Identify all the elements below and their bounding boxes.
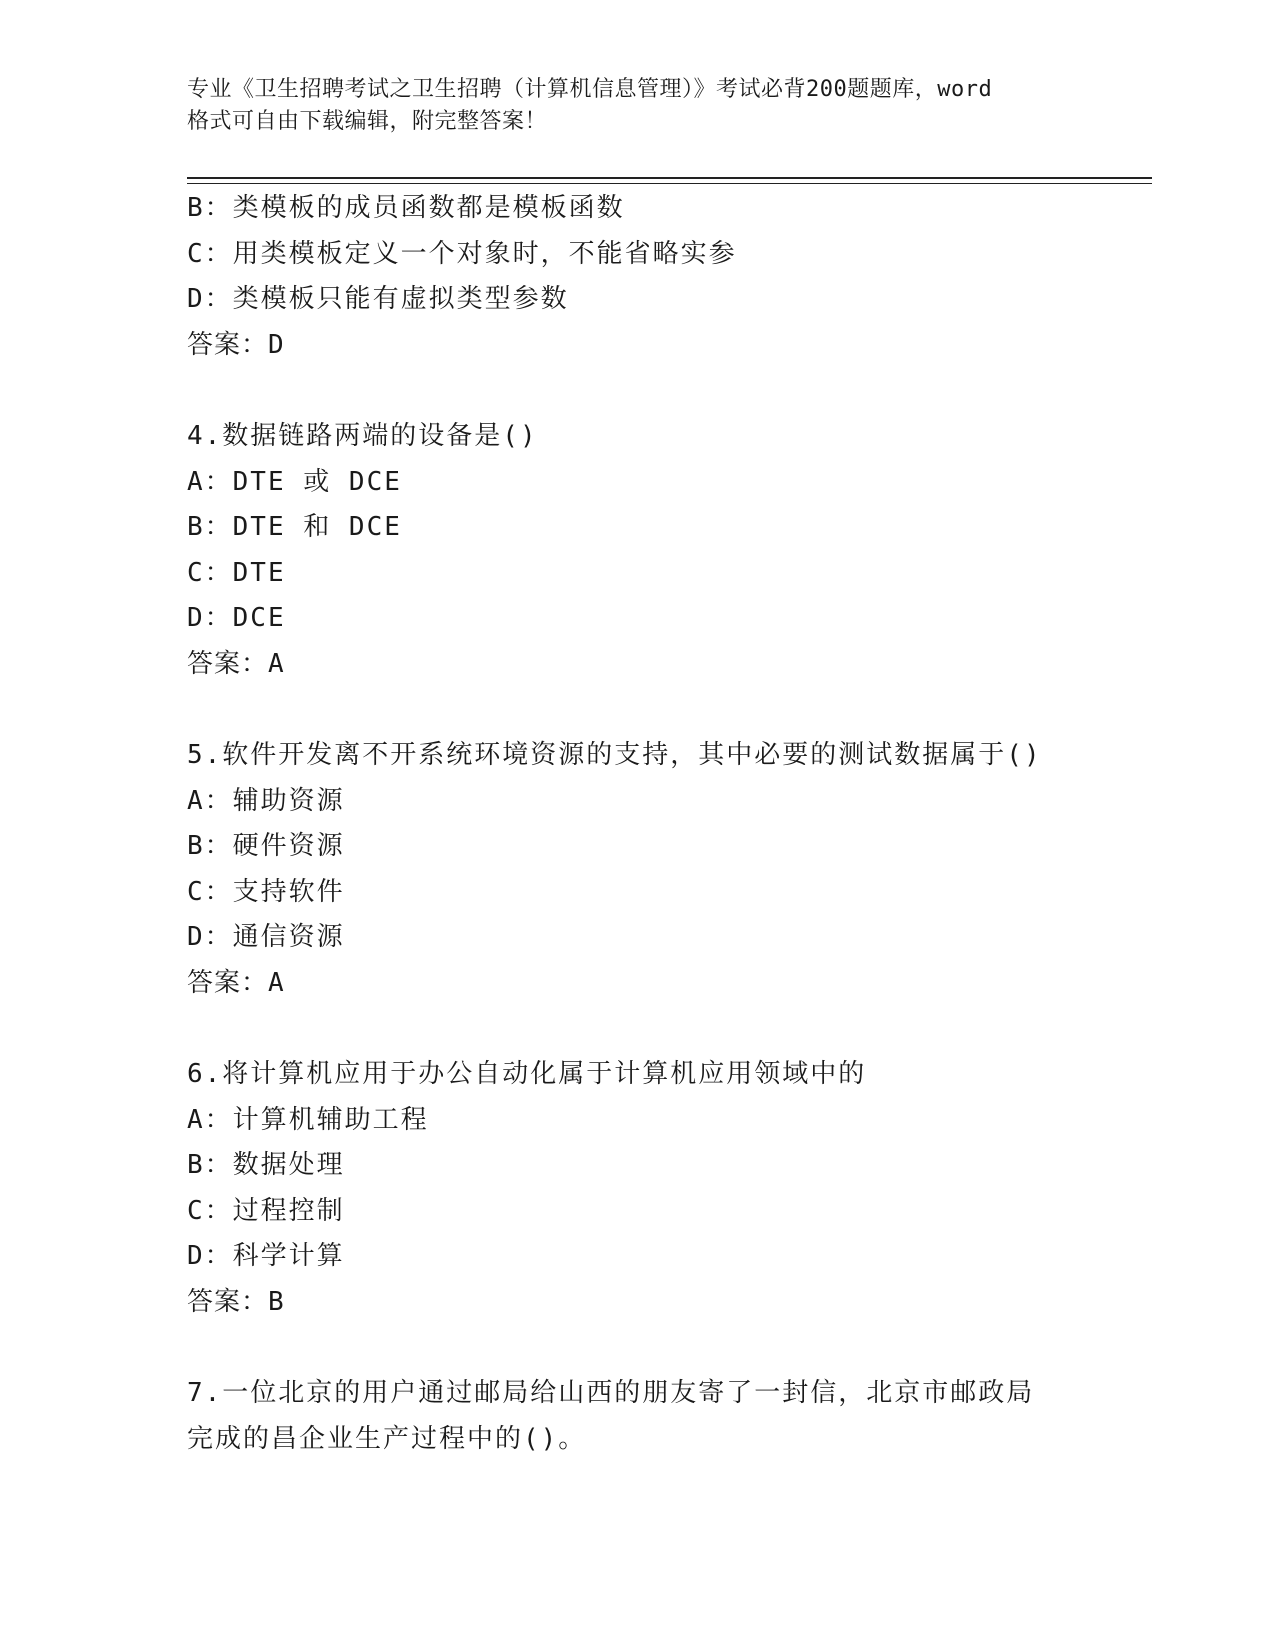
option-c: C：用类模板定义一个对象时，不能省略实参 bbox=[187, 238, 737, 269]
header-divider-thick bbox=[187, 177, 1152, 179]
question-title-line-2: 完成的昌企业生产过程中的()。 bbox=[187, 1423, 587, 1454]
question-partial bbox=[187, 186, 1147, 368]
option-a: A：DTE 或 DCE bbox=[187, 466, 402, 497]
header-line-2: 格式可自由下载编辑，附完整答案！ bbox=[187, 109, 548, 134]
answer-label: 答案： bbox=[187, 1286, 269, 1317]
option-a: A：辅助资源 bbox=[187, 785, 345, 816]
header-line-1: 专业《卫生招聘考试之卫生招聘（计算机信息管理）》考试必背200题题库，word bbox=[187, 77, 993, 102]
option-c: C：过程控制 bbox=[187, 1195, 345, 1226]
option-d: D：科学计算 bbox=[187, 1241, 345, 1271]
answer-line bbox=[187, 961, 1147, 1007]
answer-line bbox=[187, 1280, 1147, 1326]
question-4 bbox=[187, 414, 1147, 687]
question-title: 6.将计算机应用于办公自动化属于计算机应用领域中的 bbox=[187, 1059, 867, 1089]
option-b: B：类模板的成员函数都是模板函数 bbox=[187, 193, 625, 223]
answer-value: B bbox=[268, 1286, 285, 1317]
question-6 bbox=[187, 1052, 1147, 1325]
option-c: C：支持软件 bbox=[187, 876, 345, 907]
question-list bbox=[187, 186, 1147, 1462]
option-d: D：类模板只能有虚拟类型参数 bbox=[187, 284, 569, 314]
option-d: D：通信资源 bbox=[187, 922, 345, 952]
question-title-line-1: 7.一位北京的用户通过邮局给山西的朋友寄了一封信，北京市邮政局 bbox=[187, 1378, 1035, 1408]
question-title: 5.软件开发离不开系统环境资源的支持，其中必要的测试数据属于() bbox=[187, 740, 1042, 770]
document-header bbox=[187, 74, 1087, 138]
answer-label: 答案： bbox=[187, 648, 269, 679]
option-d: D：DCE bbox=[187, 603, 286, 633]
header-divider-thin bbox=[187, 183, 1152, 184]
answer-value: A bbox=[268, 967, 285, 998]
option-b: B：数据处理 bbox=[187, 1150, 345, 1180]
question-title: 4.数据链路两端的设备是() bbox=[187, 421, 538, 451]
option-b: B：硬件资源 bbox=[187, 831, 345, 861]
answer-label: 答案： bbox=[187, 967, 269, 998]
question-7 bbox=[187, 1371, 1147, 1462]
option-b: B：DTE 和 DCE bbox=[187, 512, 402, 542]
answer-value: A bbox=[268, 648, 285, 679]
option-c: C：DTE bbox=[187, 557, 286, 588]
option-a: A：计算机辅助工程 bbox=[187, 1104, 429, 1135]
question-5 bbox=[187, 733, 1147, 1006]
answer-line bbox=[187, 642, 1147, 688]
answer-label: 答案： bbox=[187, 329, 269, 360]
answer-line bbox=[187, 323, 1147, 369]
answer-value: D bbox=[268, 329, 285, 360]
